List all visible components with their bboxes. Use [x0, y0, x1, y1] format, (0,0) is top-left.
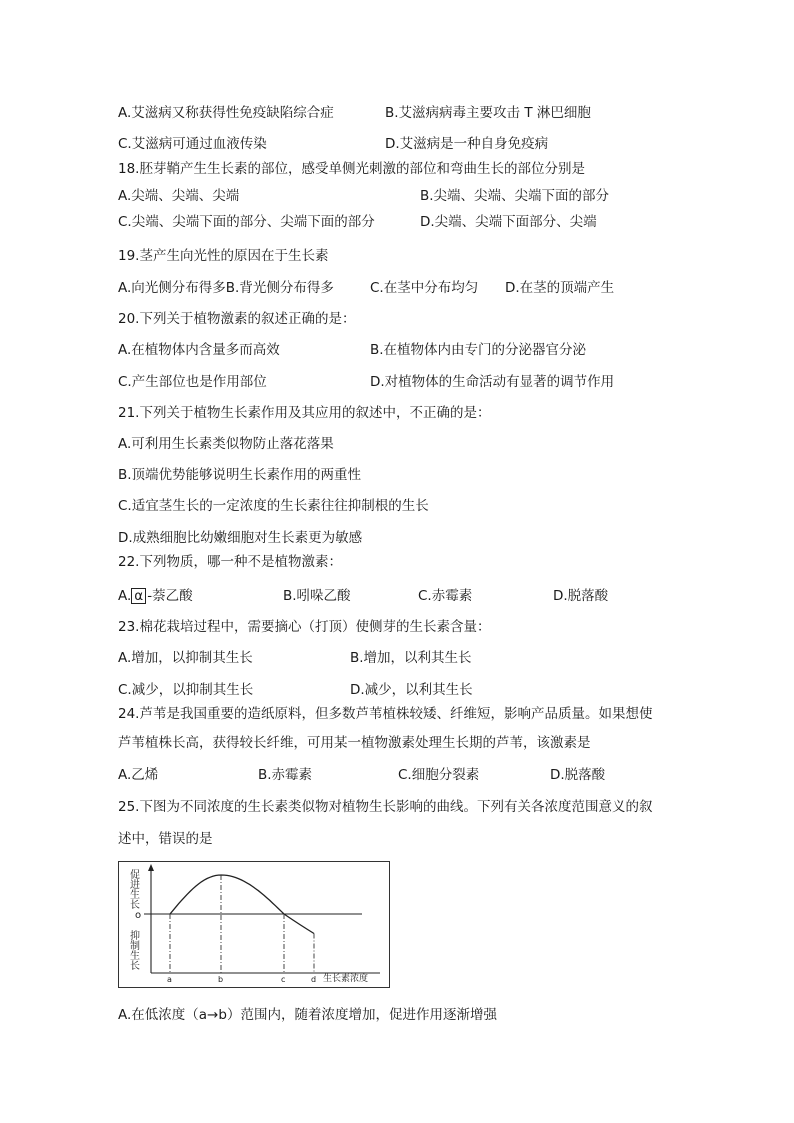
ylabel-top-char: 长	[130, 900, 140, 911]
q25-stem-line1: 25.下图为不同浓度的生长素类似物对植物生长影响的曲线。下列有关各浓度范围意义的叙	[118, 799, 653, 815]
q20-option-d: D.对植物体的生命活动有显著的调节作用	[370, 374, 615, 390]
q23-option-b: B.增加，以利其生长	[350, 650, 472, 666]
q21-stem: 21.下列关于植物生长素作用及其应用的叙述中，不正确的是：	[118, 405, 491, 421]
q20-option-a: A.在植物体内含量多而高效	[118, 342, 280, 358]
ylabel-bottom-char: 抑	[130, 931, 140, 942]
chart-frame	[119, 862, 390, 988]
ylabel-bottom-char: 制	[130, 941, 140, 952]
q24-option-a: A.乙烯	[118, 767, 159, 783]
x-axis-label: 生长素浓度	[323, 974, 369, 984]
ylabel-top-char: 进	[130, 880, 140, 891]
q21-option-c: C.适宜茎生长的一定浓度的生长素往往抑制根的生长	[118, 498, 429, 514]
q20-stem: 20.下列关于植物激素的叙述正确的是：	[118, 311, 356, 327]
ylabel-top-char: 生	[130, 890, 140, 901]
q22-option-d: D.脱落酸	[553, 588, 609, 604]
q21-option-b: B.顶端优势能够说明生长素作用的两重性	[118, 467, 362, 483]
q17-option-c: C.艾滋病可通过血液传染	[118, 136, 267, 152]
q22-option-b: B.吲哚乙酸	[283, 588, 351, 604]
x-tick-label-b: b	[218, 975, 224, 984]
ylabel-bottom-char: 生	[130, 951, 140, 962]
q18-option-a: A.尖端、尖端、尖端	[118, 188, 240, 204]
q17-option-a: A.艾滋病又称获得性免疫缺陷综合症	[118, 105, 334, 121]
q18-option-d: D.尖端、尖端下面部分、尖端	[420, 214, 597, 230]
q25-option-a: A.在低浓度（a→b）范围内，随着浓度增加，促进作用逐渐增强	[118, 1007, 497, 1023]
q24-stem-line1: 24.芦苇是我国重要的造纸原料，但多数芦苇植株较矮、纤维短，影响产品质量。如果想使	[118, 706, 653, 722]
q24-option-d: D.脱落酸	[550, 767, 606, 783]
q17-option-d: D.艾滋病是一种自身免疫病	[385, 136, 549, 152]
q18-option-b: B.尖端、尖端、尖端下面的部分	[420, 188, 610, 204]
q22-option-a-rest: -萘乙酸	[147, 588, 193, 604]
q23-option-c: C.减少，以抑制其生长	[118, 682, 254, 698]
zero-label: o	[135, 910, 142, 921]
q20-option-b: B.在植物体内由专门的分泌器官分泌	[370, 342, 587, 358]
q17-option-b: B.艾滋病病毒主要攻击 T 淋巴细胞	[385, 105, 591, 121]
alpha-symbol-box: α	[131, 588, 146, 604]
q18-option-c: C.尖端、尖端下面的部分、尖端下面的部分	[118, 214, 375, 230]
q19-option-d: D.在茎的顶端产生	[505, 280, 615, 296]
q22-option-a	[118, 587, 193, 605]
q25-stem-line2: 述中，错误的是	[118, 831, 213, 847]
q23-option-a: A.增加，以抑制其生长	[118, 650, 253, 666]
x-tick-label-a: a	[167, 975, 172, 984]
ylabel-top-char: 促	[130, 870, 140, 881]
ylabel-bottom-char: 长	[130, 961, 140, 972]
y-label-promote	[130, 869, 140, 911]
q24-stem-line2: 芦苇植株长高，获得较长纤维，可用某一植物激素处理生长期的芦苇，该激素是	[118, 735, 591, 751]
q24-option-b: B.赤霉素	[258, 767, 313, 783]
q19-options-ab: A.向光侧分布得多B.背光侧分布得多	[118, 280, 334, 296]
growth-curve-chart	[118, 861, 390, 988]
q18-stem: 18.胚芽鞘产生生长素的部位，感受单侧光刺激的部位和弯曲生长的部位分别是	[118, 161, 585, 177]
q21-option-d: D.成熟细胞比幼嫩细胞对生长素更为敏感	[118, 530, 363, 546]
y-label-inhibit	[130, 929, 140, 972]
growth-curve-svg	[118, 861, 390, 988]
q23-stem: 23.棉花栽培过程中，需要摘心（打顶）使侧芽的生长素含量：	[118, 619, 491, 635]
q24-option-c: C.细胞分裂素	[398, 767, 480, 783]
q19-option-c: C.在茎中分布均匀	[370, 280, 479, 296]
q22-option-c: C.赤霉素	[418, 588, 473, 604]
q21-option-a: A.可利用生长素类似物防止落花落果	[118, 436, 334, 452]
q22-option-a-prefix: A.	[118, 588, 132, 604]
q23-option-d: D.减少，以利其生长	[350, 682, 473, 698]
x-tick-label-d: d	[311, 975, 317, 984]
q20-option-c: C.产生部位也是作用部位	[118, 374, 267, 390]
x-tick-label-c: c	[281, 975, 286, 984]
q22-stem: 22.下列物质，哪一种不是植物激素：	[118, 554, 342, 570]
q19-stem: 19.茎产生向光性的原因在于生长素	[118, 248, 329, 264]
